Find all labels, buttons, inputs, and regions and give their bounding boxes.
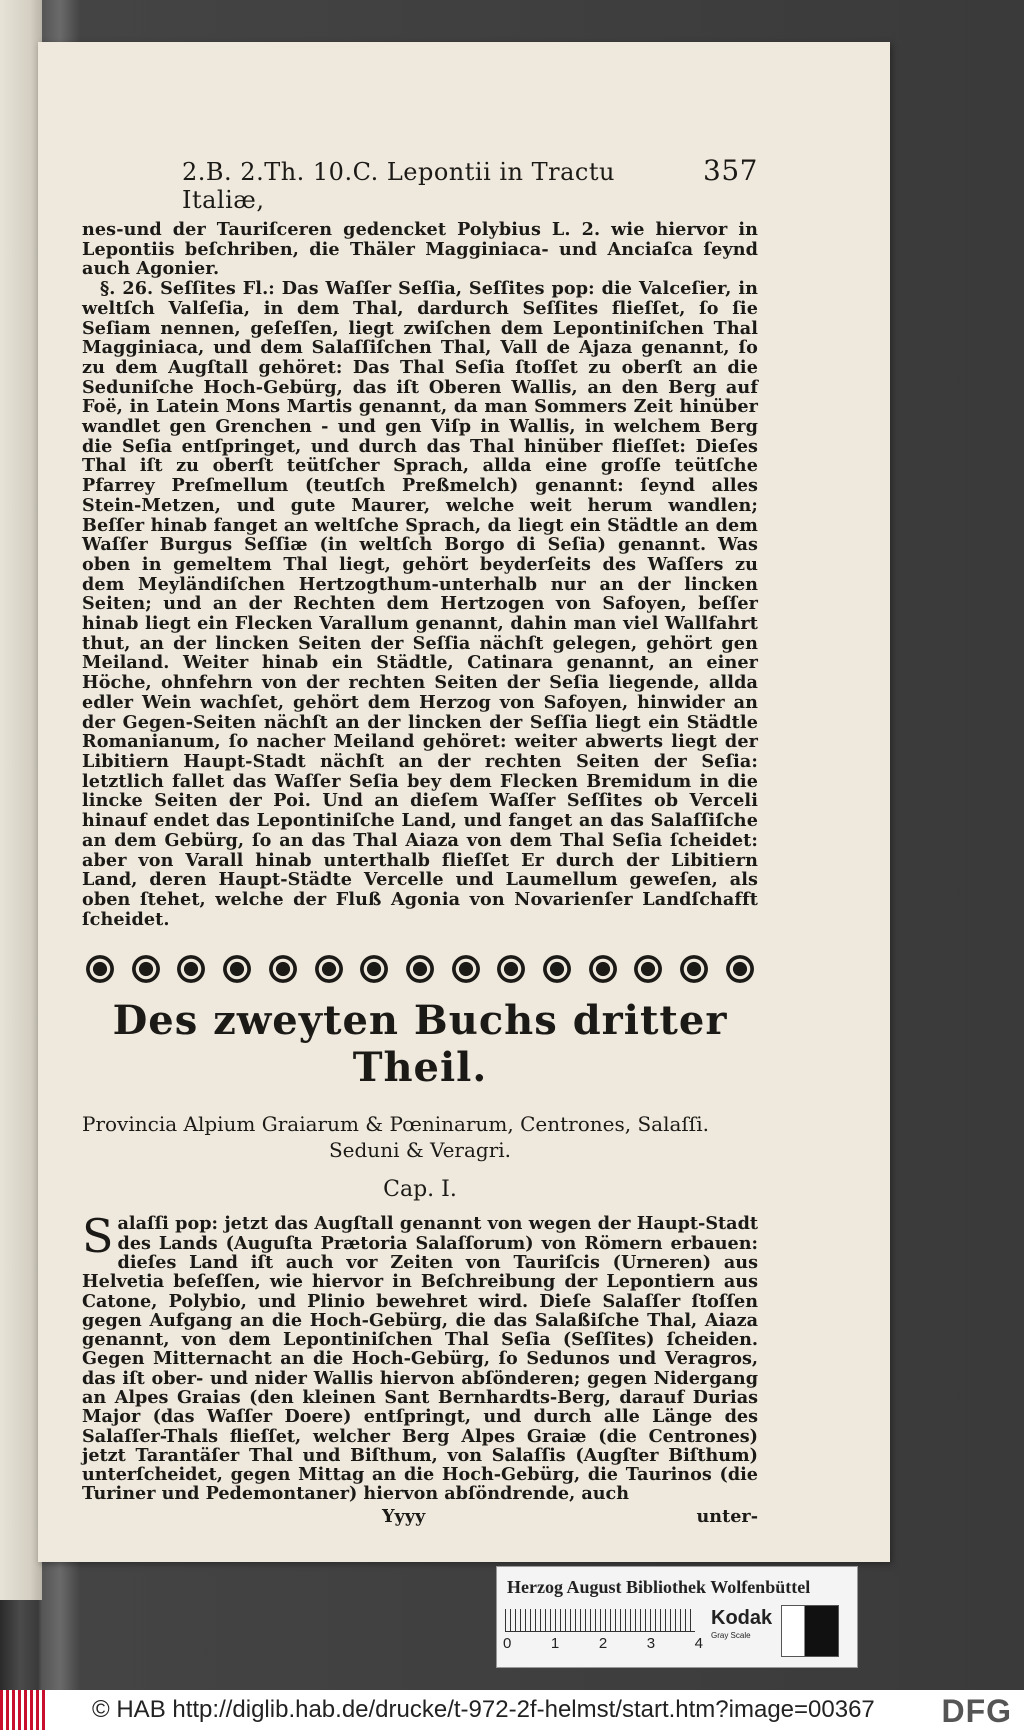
catchword: unter-: [696, 1505, 758, 1527]
body-text: [82, 220, 758, 929]
chapter-paragraph: alaſſi pop: jetzt das Augſtall genannt von wegen der Haupt-Stadt des Lands (Auguſta Prætoria Salaſſorum) von Römern erbauen: dieſes Land iſt auch vor Zeiten von Tauriſcis (Urneren) aus Helvetia beſeſſen, wie hiervor in Beſchreibung der Lepontiern aus Catone, Polybio, und Plinio bewehret wird. Dieſe Salaſſer ſtoſſen gegen Aufgang an die Hoch-Gebürg, die das Salaßiſche Thal, Aiaza genannt, von dem Lepontiniſchen Thal Seſia (Seſſites) ſcheiden. Gegen Mitternacht an die Hoch-Gebürg, ſo Sedunos und Veragros, das iſt ober- und nider Wallis hiervon abſönderen; gegen Nidergang an Alpes Graias (den kleinen Sant Bernhardts-Berg, darauf Durias Major (das Waſſer Doere) entſpringt, und durch alle Länge des Salaſſer-Thals flieſſet, welcher Berg Alpes Graiæ (die Centrones) jetzt Tarantäſer Thal und Biſthum, von Salaſſis (Augſter Biſthum) unterſcheidet, gegen Mittag an die Hoch-Gebürg, die Taurinos (die Turiner und Pedemontaner) hiervon abſöndrende, auch: [82, 1213, 758, 1505]
page-number: 357: [703, 154, 758, 187]
ruler-number: 0: [503, 1635, 512, 1652]
ornament-icon: [722, 955, 758, 983]
ornament-band: [82, 951, 758, 987]
book-page: [38, 42, 890, 1562]
ruler-number: 1: [550, 1635, 560, 1652]
ornament-icon: [585, 955, 621, 983]
paragraph: §. 26. Seſſites Fl.: Das Waſſer Seſſia, Seſſites pop: die Valceſier, in weltſch Valſeſia, in dem Thal, dardurch Seſſites flieſſet, ſo ſie Seſiam nennen, geſeſſen, liegt zwiſchen dem Lepontiniſchen Thal Magginiaca, und dem Salaſſiſchen Thal, Vall de Ajaza genannt, ſo zu dem Augſtall gehöret: Das Thal Seſia ſtoſſet zu oberſt an die Seduniſche Hoch-Gebürg, das iſt Oberen Wallis, an den Berg auf Foë, in Latein Mons Martis genannt, da man Sommers Zeit hinüber wandlet gen Grenchen - und gen Viſp in Wallis, in welchem Berg die Seſia entſpringet, und durch das Thal hinüber flieſſet: Dieſes Thal iſt zu oberſt teütſcher Sprach, allda eine groſſe teütſche Pfarrey Preſmellum (teutſch Preßmelch) genannt: ſeynd alles Stein-Metzen, und gute Maurer, welche weit herum wandlen; Beſſer hinab fanget an weltſche Sprach, da liegt ein Städtle an dem Waſſer Burgus Seſſiæ (in weltſch Borgo di Seſia) genannt. Was oben in gemeltem Thal liegt, gehört beyderſeits des Waſſers zu dem Meyländiſchen Hertzogthum-unterhalb nur an der lincken Seiten; und an der Rechten dem Hertzogen von Safoyen, beſſer hinab liegt ein Flecken Varallum genannt, dahin man viel Wallfahrt thut, an der lincken Seiten der Seſſia nächſt gelegen, gehört gen Meiland. Weiter hinab ein Städtle, Catinara genannt, an einer Höche, ohnfehrn von der rechten Seiten der Seſia liegende, allda edler Wein wachſet, gehört dem Herzog von Safoyen, hinwider an der Gegen-Seiten nächſt an der lincken der Seſſia liegt ein Städtle Romanianum, ſo nacher Meiland gehöret: weiter abwerts liegt der Libitiern Haupt-Stadt nächſt an der rechten Seiten der Seſia: letztlich fallet das Waſſer Seſia bey dem Flecken Bremidum in die lincke Seiten der Poi. Und an dieſem Waſſer Seſſites ob Verceli hinauf endet das Lepontiniſche Land, und fanget an das Salaſſiſche an dem Gebürg, ſo an das Thal Aiaza von dem Thal Seſia ſcheidet: aber von Varall hinab unterthalb flieſſet Er durch der Libitiern Land, deren Haupt-Städte Vercelle und Laumellum geweſen, als oben ſtehet, welche der Fluß Agonia von Novarienſer Landſchafft ſcheidet.: [82, 278, 758, 930]
ruler-scale: [505, 1609, 695, 1632]
running-head: [182, 154, 758, 214]
copyright-link[interactable]: © HAB http://diglib.hab.de/drucke/t-972-2f-helmst/start.htm?image=00367: [92, 1696, 875, 1723]
subtitle-line: Provincia Alpium Graiarum & Pœninarum, Centrones, Salaſſi.: [82, 1112, 709, 1137]
ornament-icon: [402, 955, 438, 983]
ornament-icon: [539, 955, 575, 983]
ornament-icon: [676, 955, 712, 983]
ruler-numbers: [503, 1635, 703, 1652]
dfg-logo: DFG: [941, 1693, 1012, 1729]
color-scale-card: [496, 1566, 858, 1668]
kodak-logo: Kodak: [711, 1607, 773, 1629]
ornament-icon: [448, 955, 484, 983]
subtitle-line: Seduni & Veragri.: [328, 1138, 512, 1163]
ornament-icon: [265, 955, 301, 983]
ruler-number: 3: [646, 1635, 656, 1652]
subtitle: [82, 1111, 758, 1163]
ornament-icon: [82, 955, 118, 983]
chapter-text: [82, 1209, 758, 1505]
left-page-edge: [0, 0, 42, 1600]
paragraph: nes-und der Tauriſceren gedencket Polybius L. 2. wie hiervor in Lepontiis beſchriben, die Thäler Magginiaca- und Anciaſca ſeynd auch Agonier.: [82, 219, 758, 280]
ornament-icon: [493, 955, 529, 983]
ornament-icon: [219, 955, 255, 983]
ruler-number: 2: [598, 1635, 608, 1652]
ornament-icon: [630, 955, 666, 983]
part-title: Des zweyten Buchs dritter Theil.: [112, 997, 728, 1092]
ornament-icon: [173, 955, 209, 983]
ornament-icon: [311, 955, 347, 983]
institution-label: Herzog August Bibliothek Wolfenbüttel: [507, 1577, 811, 1597]
gray-patch: [781, 1605, 839, 1657]
ruler-number: 4: [694, 1635, 703, 1652]
ornament-icon: [128, 955, 164, 983]
hab-logo-icon: [0, 1690, 48, 1730]
drop-cap: S: [82, 1209, 114, 1264]
signature-mark: Yyyy: [382, 1505, 426, 1527]
running-head-title: 2.B. 2.Th. 10.C. Lepontii in Tractu Italiæ,: [182, 158, 615, 214]
page-content: [82, 154, 758, 1527]
page-footer-line: [82, 1506, 758, 1527]
ornament-icon: [356, 955, 392, 983]
gray-scale-label: Gray Scale: [711, 1631, 751, 1640]
footer-bar: [0, 1690, 1024, 1730]
chapter-heading: Cap. I.: [383, 1177, 457, 1203]
